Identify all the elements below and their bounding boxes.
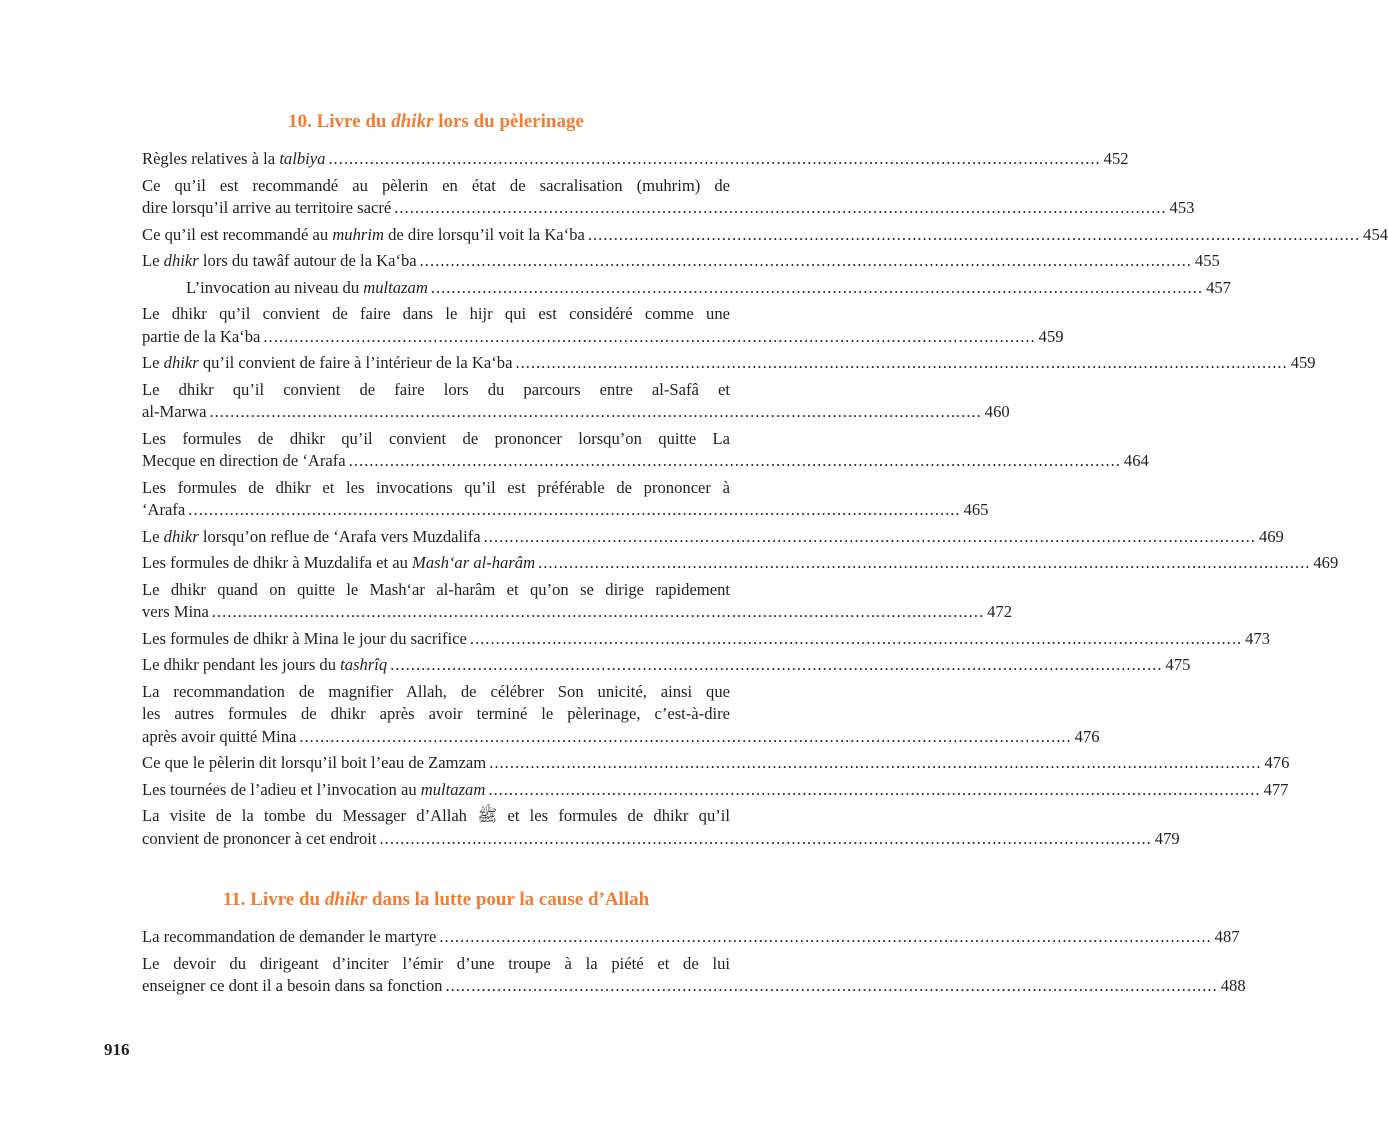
toc-entry-text-part: Le dhikr pendant les jours du <box>142 655 341 674</box>
toc-entry-text-part: Les formules de dhikr à Muzdalifa et au <box>142 553 413 572</box>
toc-entry-last-line <box>142 975 1246 998</box>
toc-page-ref: 469 <box>1313 553 1339 572</box>
toc-page-ref: 455 <box>1194 251 1220 270</box>
toc-entry-italic-term: talbiya <box>279 149 326 168</box>
toc-entry-line: La visite de la tombe du Messager d’Allah ﷺ et les formules de dhikr qu’il <box>142 806 730 825</box>
toc-entry <box>142 175 1195 220</box>
leader-dots: ...................................................................................................................................................... <box>430 277 1204 297</box>
toc-entry <box>142 926 1240 949</box>
toc-entry <box>142 805 1180 850</box>
toc-page-ref: 465 <box>963 500 989 519</box>
leader-dots: ...................................................................................................................................................... <box>538 553 1311 572</box>
toc-entry-italic-term: muhrim <box>332 224 384 244</box>
toc-entry-text-part: lors du tawâf autour de la Ka‘ba <box>198 251 417 270</box>
leader-dots: ...................................................................................................................................................... <box>348 451 1121 470</box>
toc-entry-last-line <box>142 752 1290 775</box>
toc-entry <box>142 277 1231 300</box>
toc-entry-line: Ce qu’il est recommandé au pèlerin en état de sacralisation (muhrim) de <box>142 175 730 195</box>
toc-page-ref: 477 <box>1263 779 1289 799</box>
toc-entry <box>142 148 1129 171</box>
section-11-title-before: Livre du <box>250 889 325 910</box>
toc-entry-line: Le dhikr qu’il convient de faire dans le hijr qui est considéré comme une <box>142 304 730 323</box>
toc-entry-italic-term: dhikr <box>163 251 199 270</box>
toc-entry-last-line <box>142 450 1149 473</box>
toc-page-ref: 472 <box>987 602 1012 621</box>
toc-entry-text-part: lorsqu’on reflue de ‘Arafa vers Muzdalifa <box>198 526 481 546</box>
toc-entry-text-part: Le <box>142 251 164 270</box>
toc-entry-text-part: partie de la Ka‘ba <box>142 326 261 346</box>
toc-entry-text-part: enseigner ce dont il a besoin dans sa fonction <box>142 976 443 995</box>
section-11-title-italic: dhikr <box>324 889 368 910</box>
toc-page-ref: 473 <box>1245 628 1271 648</box>
leader-dots: ...................................................................................................................................................... <box>379 828 1152 848</box>
toc-entry-text-part: La recommandation de demander le martyre <box>142 927 437 946</box>
section-10-title-italic: dhikr <box>391 111 434 132</box>
toc-entry-text <box>142 250 417 273</box>
toc-entry-italic-term: dhikr <box>163 353 199 372</box>
toc-entry-text <box>186 277 428 300</box>
toc-page-ref: 479 <box>1154 828 1180 848</box>
toc-entry-text-part: Ce qu’il est recommandé au <box>142 224 333 244</box>
toc-entry-text-part: vers Mina <box>142 602 209 621</box>
toc-entry-line: les autres formules de dhikr après avoir terminé le pèlerinage, c’est-à-dire <box>142 704 730 723</box>
toc-entry-last-line <box>142 654 1191 677</box>
toc-entry-text <box>142 526 481 549</box>
toc-entry-text-part: Règles relatives à la <box>142 149 280 168</box>
toc-entry-text-part: Les formules de dhikr à Mina le jour du sacrifice <box>142 628 467 648</box>
toc-page-ref: 454 <box>1363 224 1388 244</box>
toc-entry-text-part: Le <box>142 353 164 372</box>
section-10-title-before: Livre du <box>316 111 392 132</box>
section-10-title <box>142 110 730 134</box>
leader-dots: ...................................................................................................................................................... <box>263 326 1036 346</box>
toc-entry <box>142 352 1316 375</box>
page-number: 916 <box>104 1040 130 1059</box>
toc-entry <box>142 779 1289 802</box>
toc-entry-line: Le devoir du dirigeant d’inciter l’émir d’une troupe à la piété et de lui <box>142 953 730 973</box>
toc-page-ref: 475 <box>1165 655 1191 674</box>
toc-entry-text <box>142 326 260 349</box>
leader-dots: ...................................................................................................................................................... <box>299 726 1072 746</box>
toc-entry-text <box>142 352 512 375</box>
toc-entry-last-line <box>142 499 989 522</box>
toc-entry-text <box>142 654 387 677</box>
toc-entry <box>142 681 1100 749</box>
toc-entry <box>142 628 1271 651</box>
toc-page-ref: 459 <box>1290 353 1316 372</box>
toc-entry-text <box>142 779 485 802</box>
toc-entry-text <box>142 828 377 851</box>
toc-entry-text <box>142 197 391 220</box>
toc-entry-text-part: L’invocation au niveau du <box>186 277 364 297</box>
leader-dots: ...................................................................................................................................................... <box>488 779 1261 799</box>
toc-entry-italic-term: dhikr <box>163 526 199 546</box>
toc-entry-text <box>142 752 486 775</box>
toc-entry-last-line <box>142 250 1220 273</box>
section-10-title-after: lors du pèlerinage <box>433 111 584 132</box>
toc-entry-italic-term: multazam <box>420 779 486 799</box>
toc-entry-text <box>142 499 185 522</box>
toc-entry-text <box>142 926 436 949</box>
toc-entry <box>142 303 1064 348</box>
toc-entry-last-line <box>142 601 1012 624</box>
leader-dots: ...................................................................................................................................................... <box>419 251 1192 270</box>
toc-entry-line: Le dhikr quand on quitte le Mash‘ar al-harâm et qu’on se dirige rapidement <box>142 579 730 599</box>
toc-entry <box>142 526 1284 549</box>
toc-entry-last-line <box>142 352 1316 375</box>
toc-entry <box>142 752 1290 775</box>
toc-entry-text <box>142 975 442 998</box>
toc-entry-text-part: Ce que le pèlerin dit lorsqu’il boit l’eau de Zamzam <box>142 753 487 772</box>
toc-entry-text-part: convient de prononcer à cet endroit <box>142 828 377 848</box>
toc-entry-text-part: Les tournées de l’adieu et l’invocation au <box>142 779 421 799</box>
toc-page-ref: 476 <box>1074 726 1100 746</box>
toc-entry-line: Les formules de dhikr qu’il convient de prononcer lorsqu’on quitte La <box>142 428 730 448</box>
toc-page-ref: 488 <box>1220 976 1246 995</box>
toc-entry-line: Le dhikr qu’il convient de faire lors du parcours entre al-Safâ et <box>142 379 730 399</box>
toc-entry-text-part: qu’il convient de faire à l’intérieur de la Ka‘ba <box>198 353 513 372</box>
toc-page-ref: 452 <box>1103 149 1129 168</box>
toc-page-ref: 459 <box>1038 326 1064 346</box>
toc-entry-text-part: après avoir quitté Mina <box>142 726 297 746</box>
toc-entry-text <box>142 450 346 473</box>
section-11-title <box>142 888 730 912</box>
toc-entry-last-line <box>142 148 1129 171</box>
toc-entry <box>142 654 1191 677</box>
toc-entry-last-line <box>142 726 1100 749</box>
toc-entry-text-part: al-Marwa <box>142 402 207 421</box>
toc-page-ref: 460 <box>984 402 1010 421</box>
leader-dots: ...................................................................................................................................................... <box>469 628 1243 648</box>
toc-entry-text <box>142 224 585 247</box>
toc-entry-text-part: de dire lorsqu’il voit la Ka‘ba <box>383 224 585 244</box>
toc-section-10 <box>142 148 1388 854</box>
toc-entry-text <box>142 726 296 749</box>
toc-entry-last-line <box>142 552 1339 575</box>
toc-entry-text <box>142 552 535 575</box>
toc-entry-text <box>142 401 207 424</box>
toc-entry <box>142 224 1388 247</box>
toc-section-11 <box>142 926 1246 1002</box>
toc-page-ref: 457 <box>1206 277 1231 297</box>
leader-dots: ...................................................................................................................................................... <box>515 353 1288 372</box>
toc-entry-last-line <box>142 197 1195 220</box>
toc-entry-last-line <box>142 526 1284 549</box>
toc-entry <box>142 579 1012 624</box>
leader-dots: ...................................................................................................................................................... <box>390 655 1163 674</box>
toc-entry-italic-term: tashrîq <box>340 655 388 674</box>
toc-page-ref: 487 <box>1214 927 1240 946</box>
toc-entry <box>142 250 1220 273</box>
toc-entry <box>142 477 989 522</box>
toc-page-ref: 453 <box>1169 198 1195 217</box>
toc-entry <box>142 428 1149 473</box>
toc-entry-last-line <box>142 628 1271 651</box>
toc-entry-text <box>142 601 209 624</box>
toc-page-ref: 469 <box>1258 526 1284 546</box>
toc-entry-text <box>142 148 325 171</box>
leader-dots: ...................................................................................................................................................... <box>211 602 985 621</box>
leader-dots: ...................................................................................................................................................... <box>483 526 1256 546</box>
toc-entry-italic-term: Mash‘ar al-harâm <box>412 553 536 572</box>
toc-entry-text-part: dire lorsqu’il arrive au territoire sacré <box>142 198 392 217</box>
toc-entry-line: La recommandation de magnifier Allah, de célébrer Son unicité, ainsi que <box>142 681 730 701</box>
toc-entry-last-line <box>142 326 1064 349</box>
leader-dots: ...................................................................................................................................................... <box>489 753 1262 772</box>
toc-entry-line: Les formules de dhikr et les invocations qu’il est préférable de prononcer à <box>142 477 730 497</box>
leader-dots: ...................................................................................................................................................... <box>328 149 1101 168</box>
section-10-number: 10. <box>288 111 312 132</box>
leader-dots: ...................................................................................................................................................... <box>209 402 982 421</box>
leader-dots: ...................................................................................................................................................... <box>587 224 1361 244</box>
section-11-number: 11. <box>222 889 246 910</box>
toc-entry <box>142 379 1010 424</box>
toc-entry-last-line <box>186 277 1231 300</box>
toc-entry-last-line <box>142 828 1180 851</box>
leader-dots: ...................................................................................................................................................... <box>188 500 961 519</box>
toc-entry-last-line <box>142 224 1388 247</box>
toc-entry-italic-term: multazam <box>363 277 428 297</box>
toc-entry-last-line <box>142 926 1240 949</box>
toc-entry-text <box>142 628 467 651</box>
toc-entry <box>142 552 1339 575</box>
toc-page-ref: 464 <box>1123 451 1149 470</box>
toc-entry-text-part: Mecque en direction de ‘Arafa <box>142 451 346 470</box>
toc-entry-text-part: Le <box>142 526 164 546</box>
leader-dots: ...................................................................................................................................................... <box>439 927 1212 946</box>
leader-dots: ...................................................................................................................................................... <box>394 198 1167 217</box>
toc-page-ref: 476 <box>1264 753 1290 772</box>
toc-entry <box>142 953 1246 998</box>
section-11-title-after: dans la lutte pour la cause d’Allah <box>367 889 650 910</box>
leader-dots: ...................................................................................................................................................... <box>445 976 1218 995</box>
toc-entry-last-line <box>142 779 1289 802</box>
toc-entry-last-line <box>142 401 1010 424</box>
toc-entry-text-part: ‘Arafa <box>142 500 186 519</box>
